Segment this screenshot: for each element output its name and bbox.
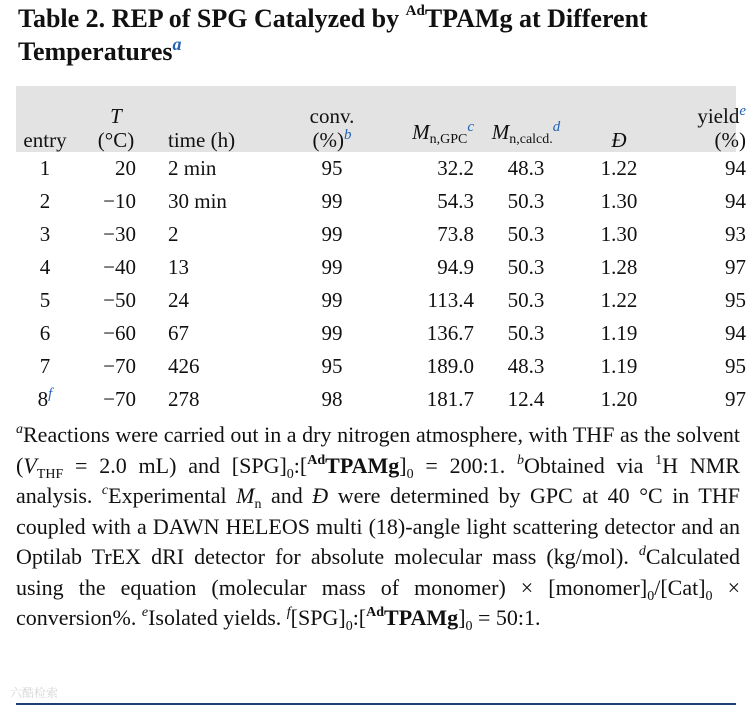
- cell-entry-value: 2: [39, 189, 51, 213]
- cell-dispersity: [578, 317, 660, 350]
- caption-suffix: at Different Temperatures: [18, 4, 648, 66]
- footnote-a-sub0b: 0: [406, 466, 414, 482]
- cell-mn-calcd-value: 48.3: [507, 354, 545, 378]
- footnote-d-sub0b: 0: [705, 588, 713, 604]
- cell-mn-calcd: [474, 284, 578, 317]
- header-conversion: conv. (%)$^b$: [309, 104, 355, 152]
- footnote-c-mark: c: [101, 483, 109, 498]
- cell-entry-value: 6: [39, 321, 51, 345]
- header-dispersity: Đ: [611, 128, 627, 152]
- cell-yield-value: 95: [725, 354, 746, 378]
- cell-time: [158, 251, 276, 284]
- cell-mn-gpc-value: 73.8: [437, 222, 474, 246]
- cell-mn-calcd-value: 50.3: [507, 288, 545, 312]
- cell-temperature-value: −60: [103, 321, 136, 345]
- cell-temperature-value: −40: [103, 255, 136, 279]
- footnote-d-sub0: 0: [647, 588, 655, 604]
- cell-temperature: [74, 152, 158, 185]
- footnote-b-text: Obtained via: [524, 452, 656, 478]
- cell-entry: [16, 185, 74, 218]
- cell-mn-calcd: [474, 218, 578, 251]
- cell-mn-gpc-value: 94.9: [437, 255, 474, 279]
- cell-temperature: [74, 350, 158, 383]
- footnote-f-sub0b: 0: [465, 619, 473, 634]
- cell-conversion-value: 95: [321, 156, 343, 180]
- bottom-rule: [16, 703, 736, 705]
- cell-mn-calcd-value: 50.3: [507, 255, 545, 279]
- cell-mn-gpc-value: 136.7: [426, 321, 474, 345]
- cell-entry-value: 1: [39, 156, 51, 180]
- header-temperature: T (°C): [97, 104, 135, 152]
- footnote-a-text3: = 200:1.: [413, 452, 518, 478]
- table-row: [16, 185, 752, 218]
- cell-temperature-value: −70: [103, 354, 136, 378]
- cell-mn-gpc: [388, 218, 474, 251]
- cell-conversion-value: 95: [321, 354, 343, 378]
- footnote-f-ad: Ad: [366, 605, 385, 620]
- footnote-f-close: ]: [458, 605, 466, 630]
- cell-time: [158, 284, 276, 317]
- cell-conversion-value: 99: [321, 222, 343, 246]
- cell-yield: [660, 383, 752, 416]
- cell-dispersity: [578, 152, 660, 185]
- cell-time-value: 67: [168, 321, 189, 345]
- cell-dispersity-value: 1.22: [600, 288, 638, 312]
- cell-mn-calcd: [474, 152, 578, 185]
- footnote-c-m: M: [236, 483, 255, 508]
- footnote-a-vsub: THF: [36, 466, 64, 482]
- cell-yield: [660, 317, 752, 350]
- cell-yield-value: 95: [725, 288, 746, 312]
- cell-dispersity-value: 1.19: [600, 321, 638, 345]
- footnote-f-text3: = 50:1.: [472, 605, 541, 630]
- cell-mn-calcd: [474, 251, 578, 284]
- cell-time-value: 426: [168, 354, 200, 378]
- cell-yield: [660, 218, 752, 251]
- footnote-a-colon: :[: [293, 452, 308, 478]
- header-yield: yield$^e$ (%): [697, 103, 746, 152]
- caption-footnote-ref: a: [172, 34, 182, 54]
- footnote-a-ad: Ad: [307, 452, 326, 468]
- cell-mn-gpc: [388, 383, 474, 416]
- cell-mn-gpc: [388, 251, 474, 284]
- cell-dispersity: [578, 383, 660, 416]
- cell-conversion-value: 98: [321, 387, 343, 411]
- footnote-f-mark: f: [286, 605, 291, 620]
- cell-entry-footnote-ref: f: [48, 386, 53, 402]
- footnote-d-text2: /[Cat]: [654, 574, 706, 600]
- cell-time-value: 278: [168, 387, 200, 411]
- cell-conversion: [276, 284, 388, 317]
- cell-mn-gpc: [388, 350, 474, 383]
- cell-mn-gpc-value: 113.4: [427, 288, 474, 312]
- cell-conversion: [276, 251, 388, 284]
- cell-dispersity: [578, 284, 660, 317]
- cell-temperature-value: −50: [103, 288, 136, 312]
- cell-mn-calcd-value: 50.3: [507, 321, 545, 345]
- data-table: [16, 86, 752, 416]
- cell-time-value: 13: [168, 255, 189, 279]
- cell-temperature-value: −70: [103, 387, 136, 411]
- cell-mn-gpc-value: 32.2: [437, 156, 474, 180]
- cell-time: [158, 383, 276, 416]
- cell-yield: [660, 251, 752, 284]
- cell-yield-value: 97: [725, 255, 746, 279]
- cell-yield-value: 94: [725, 321, 746, 345]
- cell-entry-value: 8: [37, 387, 49, 411]
- cell-conversion: [276, 152, 388, 185]
- cell-conversion-value: 99: [321, 288, 343, 312]
- cell-entry-value: 3: [39, 222, 51, 246]
- footnote-text: [16, 420, 740, 634]
- caption-catalyst: TPAMg: [424, 4, 513, 33]
- cell-dispersity-value: 1.22: [600, 156, 638, 180]
- cell-time: [158, 317, 276, 350]
- header-mn-gpc: $M_{n,GPC}^c$: [412, 119, 474, 147]
- cell-entry: [16, 350, 74, 383]
- cell-mn-gpc: [388, 185, 474, 218]
- cell-conversion-value: 99: [321, 255, 343, 279]
- cell-conversion: [276, 383, 388, 416]
- footnote-d-text: Calculated using the equation (molecular mass of monomer) × [monomer]: [16, 544, 740, 600]
- cell-yield: [660, 284, 752, 317]
- cell-mn-gpc-value: 181.7: [426, 387, 474, 411]
- cell-entry: [16, 383, 74, 416]
- header-mn-calcd: $M_{n,calcd.}^d$: [491, 119, 561, 147]
- cell-entry: [16, 284, 74, 317]
- footnote-d-mark: d: [638, 544, 646, 559]
- footnote-a-catalyst: TPAMg: [325, 452, 400, 478]
- table-header-row: [16, 86, 752, 152]
- cell-mn-calcd: [474, 185, 578, 218]
- cell-dispersity: [578, 185, 660, 218]
- cell-conversion: [276, 218, 388, 251]
- cell-temperature: [74, 284, 158, 317]
- footnote-e-text: Isolated yields.: [148, 605, 287, 630]
- footnote-b-mark: b: [517, 452, 525, 468]
- cell-mn-calcd-value: 48.3: [507, 156, 545, 180]
- cell-temperature: [74, 383, 158, 416]
- cell-mn-gpc: [388, 152, 474, 185]
- cell-mn-calcd: [474, 350, 578, 383]
- table-row: [16, 350, 752, 383]
- cell-yield-value: 97: [725, 387, 746, 411]
- footnote-c-msub: n: [254, 497, 262, 512]
- footnote-b-sup: 1: [655, 452, 663, 468]
- footnote-c-text2: and: [261, 483, 313, 508]
- cell-time-value: 30 min: [168, 189, 227, 213]
- cell-dispersity-value: 1.30: [600, 222, 638, 246]
- cell-entry-value: 4: [39, 255, 51, 279]
- footnote-a-text: Reactions were carried out in a dry nitrogen atmosphere, with THF as the solvent (: [16, 422, 740, 478]
- cell-time: [158, 350, 276, 383]
- cell-yield-value: 94: [725, 189, 746, 213]
- cell-dispersity-value: 1.20: [600, 387, 638, 411]
- cell-mn-gpc-value: 189.0: [426, 354, 474, 378]
- footnote-f-text: [SPG]: [290, 605, 346, 630]
- cell-time: [158, 218, 276, 251]
- caption-ad-superscript: Ad: [405, 3, 425, 19]
- cell-entry: [16, 218, 74, 251]
- cell-time-value: 24: [168, 288, 189, 312]
- cell-dispersity: [578, 350, 660, 383]
- table-row: [16, 251, 752, 284]
- cell-conversion: [276, 350, 388, 383]
- cell-dispersity: [578, 251, 660, 284]
- footnote-a-close: ]: [399, 452, 407, 478]
- caption-prefix: Table 2. REP of SPG Catalyzed by: [18, 4, 406, 33]
- footnote-f-catalyst: TPAMg: [384, 605, 459, 630]
- table-row: [16, 317, 752, 350]
- table-footnotes: [16, 420, 740, 634]
- footnote-c-text: Experimental: [108, 483, 237, 508]
- footnote-a-v: V: [23, 452, 37, 478]
- footnote-c-text3: were determined by GPC at 40 °C in THF coupled with a DAWN HELEOS multi (18)-angle light scattering detector and an Optilab TrEX dRI detector for absolute molecular mass (kg/mol).: [16, 483, 740, 569]
- cell-mn-gpc-value: 54.3: [437, 189, 474, 213]
- cell-entry: [16, 317, 74, 350]
- cell-dispersity-value: 1.30: [600, 189, 638, 213]
- cell-conversion-value: 99: [321, 321, 343, 345]
- footnote-a-text2: = 2.0 mL) and [SPG]: [63, 452, 287, 478]
- cell-mn-calcd-value: 50.3: [507, 189, 545, 213]
- table-row: [16, 284, 752, 317]
- cell-mn-calcd-value: 12.4: [507, 387, 545, 411]
- cell-mn-gpc: [388, 284, 474, 317]
- cell-temperature-value: −30: [103, 222, 136, 246]
- header-entry: entry: [23, 128, 67, 152]
- cell-entry: [16, 152, 74, 185]
- cell-mn-calcd: [474, 383, 578, 416]
- cell-dispersity-value: 1.19: [600, 354, 638, 378]
- table-caption: [18, 2, 748, 68]
- table-row: [16, 218, 752, 251]
- cell-time: [158, 185, 276, 218]
- footnote-a-mark: a: [16, 422, 23, 437]
- cell-mn-calcd-value: 50.3: [507, 222, 545, 246]
- cell-temperature: [74, 251, 158, 284]
- cell-conversion: [276, 317, 388, 350]
- cell-temperature: [74, 317, 158, 350]
- watermark: 六酷检索: [10, 686, 59, 700]
- cell-entry-value: 7: [39, 354, 51, 378]
- cell-dispersity: [578, 218, 660, 251]
- cell-yield-value: 94: [725, 156, 746, 180]
- table-row: [16, 383, 752, 416]
- cell-temperature-value: −10: [103, 189, 136, 213]
- cell-conversion-value: 99: [321, 189, 343, 213]
- cell-mn-gpc: [388, 317, 474, 350]
- cell-temperature-value: 20: [115, 156, 136, 180]
- cell-temperature: [74, 185, 158, 218]
- cell-yield-value: 93: [725, 222, 746, 246]
- table-body: [16, 152, 752, 416]
- footnote-e-mark: e: [141, 605, 149, 620]
- footnote-c-d: Đ: [312, 483, 329, 508]
- cell-yield: [660, 152, 752, 185]
- cell-dispersity-value: 1.28: [600, 255, 638, 279]
- cell-yield: [660, 350, 752, 383]
- cell-entry-value: 5: [39, 288, 51, 312]
- cell-time-value: 2 min: [168, 156, 217, 180]
- footnote-f-text2: :[: [352, 605, 367, 630]
- cell-entry: [16, 251, 74, 284]
- footnote-b-text2: H NMR analysis.: [16, 452, 740, 508]
- cell-time: [158, 152, 276, 185]
- table-row: [16, 152, 752, 185]
- footnote-a-sub0: 0: [286, 466, 294, 482]
- cell-time-value: 2: [168, 222, 179, 246]
- cell-mn-calcd: [474, 317, 578, 350]
- header-time: time (h): [168, 128, 236, 152]
- footnote-d-text3: × conversion%.: [16, 574, 740, 630]
- cell-conversion: [276, 185, 388, 218]
- cell-yield: [660, 185, 752, 218]
- footnote-f-sub0: 0: [345, 619, 353, 634]
- cell-temperature: [74, 218, 158, 251]
